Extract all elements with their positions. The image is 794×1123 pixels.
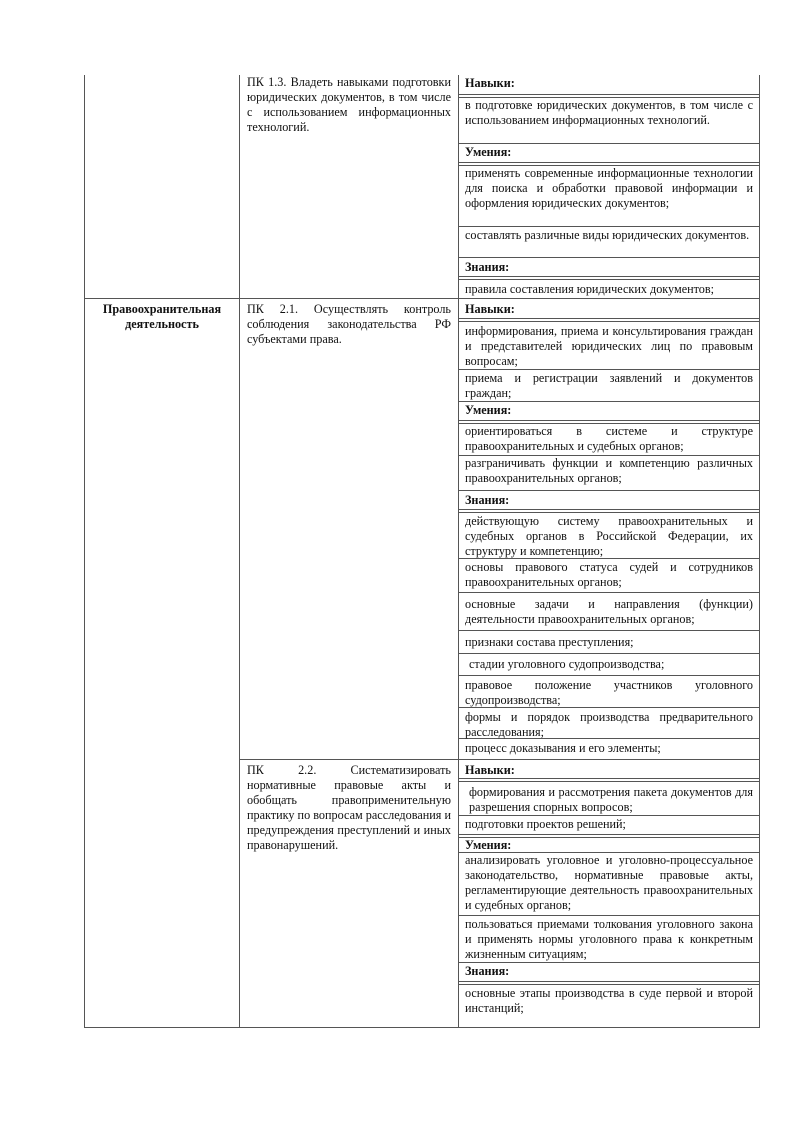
- knowledge-item: стадии уголовного судопроизводства;: [469, 657, 665, 671]
- cell-border: [458, 226, 760, 227]
- cell-border: [458, 653, 760, 654]
- table-border-right: [759, 75, 760, 1028]
- table-border-left: [84, 75, 85, 1028]
- table-border-col2: [458, 75, 459, 1028]
- competence-cell: ПК 2.2. Систематизировать нормативные правовые акты и обобщать правоприменительную практику по вопросам расследования и предупреждения преступлений и иных правонарушений.: [247, 763, 451, 852]
- knowledge-item: правила составления юридических документов;: [465, 282, 715, 296]
- ability-item: разграничивать функции и компетенцию различных правоохранительных органов;: [465, 456, 753, 485]
- cell-border: [458, 915, 760, 916]
- cell-border: [458, 962, 760, 963]
- ability-item: применять современные информационные технологии для поиска и обработки правовой информации и оформления юридических документов;: [465, 166, 753, 210]
- cell-border: [458, 630, 760, 631]
- knowledge-heading: Знания:: [465, 260, 510, 274]
- cell-border: [458, 981, 760, 982]
- knowledge-item: основные этапы производства в суде первой и второй инстанций;: [465, 986, 753, 1015]
- cell-border: [458, 321, 760, 322]
- ability-item: пользоваться приемами толкования уголовного закона и применять нормы уголовного права к конкретным жизненным ситуациям;: [465, 917, 753, 961]
- knowledge-item: правовое положение участников уголовного судопроизводства;: [465, 678, 753, 707]
- cell-border: [458, 369, 760, 370]
- cell-border: [458, 834, 760, 835]
- ability-item: составлять различные виды юридических документов.: [465, 228, 750, 242]
- cell-border: [458, 318, 760, 319]
- cell-border: [458, 94, 760, 95]
- skills-heading: Навыки:: [465, 76, 515, 90]
- cell-border: [458, 279, 760, 280]
- table-border-col1: [239, 75, 240, 1028]
- cell-border: [458, 815, 760, 816]
- skills-heading: Навыки:: [465, 763, 515, 777]
- skill-item: в подготовке юридических документов, в том числе с использованием информационных технологий.: [465, 98, 753, 127]
- row-border: [239, 759, 760, 760]
- cell-border: [458, 257, 760, 258]
- competence-cell: ПК 1.3. Владеть навыками подготовки юридических документов, в том числе с использованием информационных технологий.: [247, 75, 451, 134]
- cell-border: [458, 984, 760, 985]
- cell-border: [458, 675, 760, 676]
- activity-area-cell: Правоохранительная деятельность: [102, 302, 222, 331]
- knowledge-item: признаки состава преступления;: [465, 635, 634, 649]
- knowledge-item: основные задачи и направления (функции) деятельности правоохранительных органов;: [465, 597, 753, 626]
- cell-border: [458, 512, 760, 513]
- abilities-heading: Умения:: [465, 403, 512, 417]
- knowledge-item: действующую систему правоохранительных и судебных органов в Российской Федерации, их структуру и компетенцию;: [465, 514, 753, 558]
- knowledge-heading: Знания:: [465, 493, 510, 507]
- cell-border: [458, 276, 760, 277]
- skill-item: формирования и рассмотрения пакета документов для разрешения спорных вопросов;: [469, 785, 753, 814]
- competence-cell: ПК 2.1. Осуществлять контроль соблюдения законодательства РФ субъектами права.: [247, 302, 451, 346]
- knowledge-item: формы и порядок производства предварительного расследования;: [465, 710, 753, 739]
- cell-border: [458, 401, 760, 402]
- abilities-heading: Умения:: [465, 838, 512, 852]
- cell-border: [458, 778, 760, 779]
- cell-border: [458, 162, 760, 163]
- skills-heading: Навыки:: [465, 302, 515, 316]
- skill-item: подготовки проектов решений;: [465, 817, 626, 831]
- cell-border: [458, 592, 760, 593]
- cell-border: [458, 781, 760, 782]
- cell-border: [458, 490, 760, 491]
- ability-item: ориентироваться в системе и структуре правоохранительных и судебных органов;: [465, 424, 753, 453]
- ability-item: анализировать уголовное и уголовно-процессуальное законодательство, нормативные правовые акты, регламентирующие деятельность правоохранительных и судебных органов;: [465, 853, 753, 912]
- table-border-bottom: [84, 1027, 760, 1028]
- knowledge-heading: Знания:: [465, 964, 510, 978]
- skill-item: приема и регистрации заявлений и документов граждан;: [465, 371, 753, 400]
- cell-border: [458, 420, 760, 421]
- knowledge-item: процесс доказывания и его элементы;: [465, 741, 661, 755]
- abilities-heading: Умения:: [465, 145, 512, 159]
- row-border: [84, 298, 760, 299]
- knowledge-item: основы правового статуса судей и сотрудников правоохранительных органов;: [465, 560, 753, 589]
- cell-border: [458, 143, 760, 144]
- cell-border: [458, 509, 760, 510]
- skill-item: информирования, приема и консультирования граждан и представителей юридических лиц по правовым вопросам;: [465, 324, 753, 368]
